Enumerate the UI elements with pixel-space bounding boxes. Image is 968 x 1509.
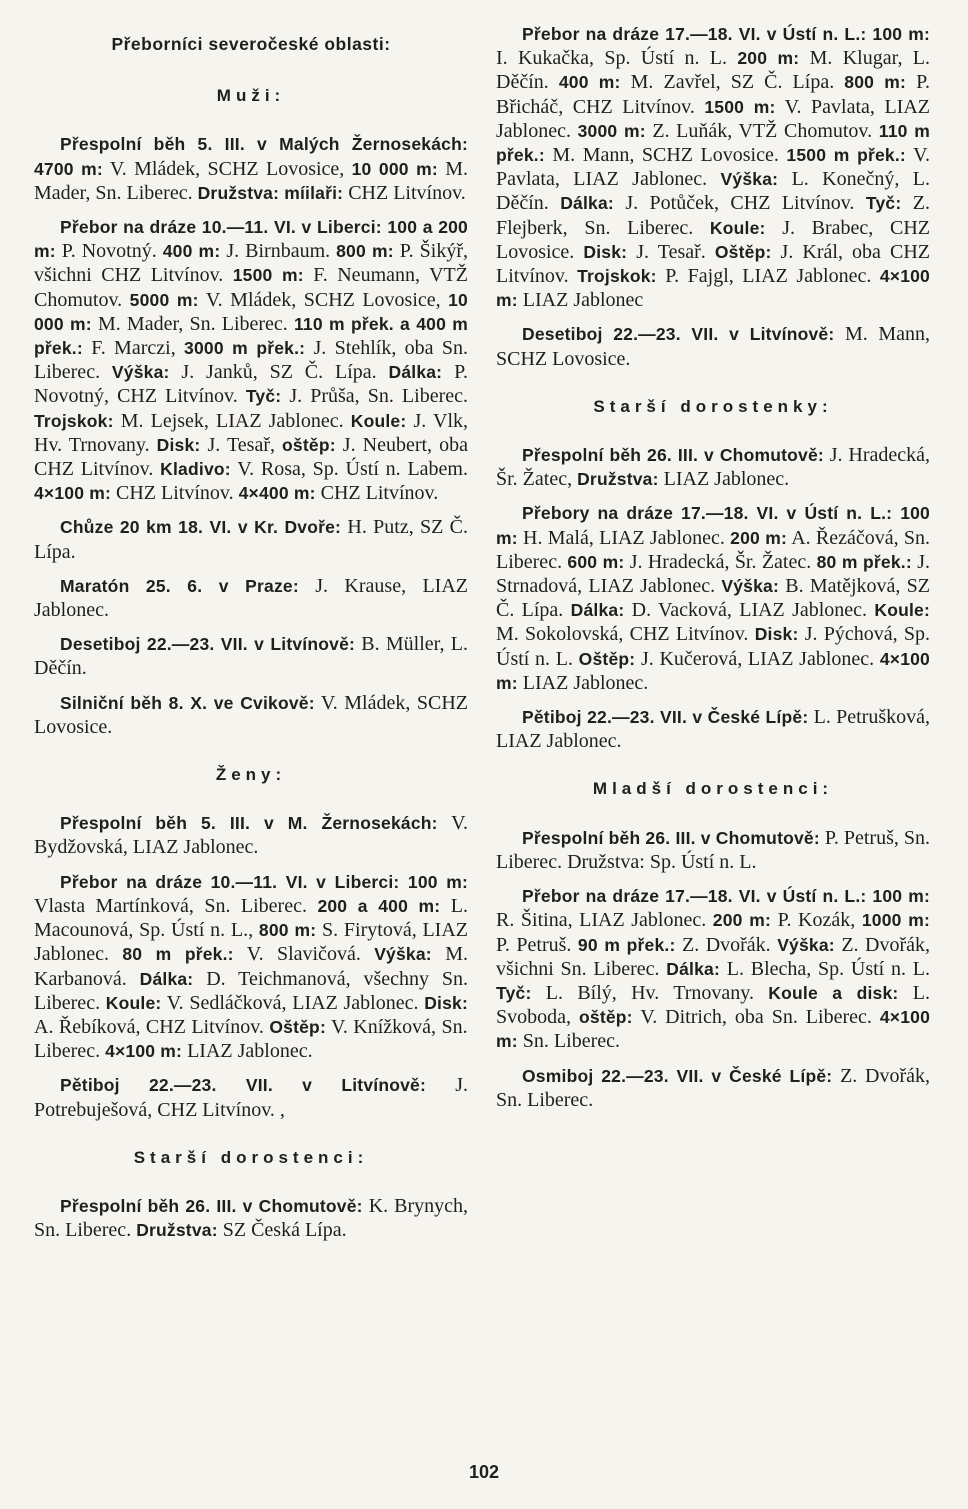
event-label: 4×100 m: [496, 1007, 931, 1052]
result-entry [34, 215, 468, 505]
result-text: P. Novotný, CHZ Litvínov. [34, 361, 468, 408]
event-label: 4×100 m: [105, 1041, 183, 1062]
event-label: 200 m: [737, 48, 800, 69]
result-text: P. Břicháč, CHZ Litvínov. [496, 71, 930, 118]
event-label: Přebor na dráze 10.—11. VI. v Liberci: 100 a 200 m: [34, 217, 468, 262]
event-label: Přespolní běh 5. III. v M. Žernosekách: [60, 813, 438, 834]
result-text: B. Müller, L. Děčín. [34, 633, 468, 680]
section-heading-men: Muži: [216, 86, 286, 106]
result-text: H. Malá, LIAZ Jablonec. [517, 526, 731, 549]
result-text: P. Šikýř, všichni CHZ Litvínov. [34, 240, 469, 287]
event-label: oštěp: [579, 1007, 633, 1028]
result-text: L. Macounová, Sp. Ústí n. L., [34, 894, 469, 942]
result-text: P. Fajgl, LIAZ Jablonec. [656, 265, 880, 288]
result-text: J. Tesař. [627, 240, 715, 263]
result-text: V. Bydžovská, LIAZ Jablonec. [34, 812, 468, 859]
result-text: P. Petruš, Sn. Liberec. Družstva: Sp. Ústí n. L. [496, 826, 931, 873]
result-text: J. Stehlík, oba Sn. Liberec. [34, 337, 468, 384]
event-label: Koule: [874, 600, 930, 621]
event-label: Družstva: míilaři: [197, 182, 344, 203]
event-label: 3000 m přek.: [184, 338, 306, 359]
event-label: 10 000 m: [34, 289, 468, 334]
event-label: 4×100 m: [496, 648, 930, 693]
younger-juniors-boys-results [496, 826, 930, 1112]
result-text: P. Petruš. [496, 933, 578, 956]
section-heading-younger-juniors-boys: Mladší dorostenci: [592, 779, 834, 799]
result-entry [496, 443, 930, 491]
event-label: Přespolní běh 26. III. v Chomutově: [522, 445, 824, 466]
event-label: 80 m přek.: [816, 551, 912, 572]
result-text: P. Novotný. [55, 240, 163, 263]
result-text: J. Janků, SZ Č. Lípa. [169, 361, 389, 384]
result-text: J. Neubert, oba CHZ Litvínov. [34, 433, 468, 481]
event-label: Koule a disk: [768, 982, 899, 1003]
men-results [34, 132, 468, 739]
result-text: L. Petrušková, LIAZ Jablonec. [496, 706, 931, 753]
result-text: K. Brynych, Sn. Liberec. [34, 1194, 469, 1242]
result-text: V. Rosa, Sp. Ústí n. Labem. [230, 458, 468, 481]
result-text: L. Blecha, Sp. Ústí n. L. [719, 957, 930, 980]
result-text: J. Pýchová, Sp. Ústí n. L. [496, 623, 930, 670]
section-heading-women: Ženy: [215, 765, 287, 785]
event-label: 400 m: [558, 72, 621, 93]
event-label: 600 m: [567, 551, 625, 572]
result-text: F. Neumann, VTŽ Chomutov. [34, 264, 468, 311]
result-text: J. Průša, Sn. Liberec. [281, 385, 468, 408]
event-label: Tyč: [496, 982, 532, 1003]
event-label: 800 m: [336, 241, 394, 262]
result-text: Z. Flejberk, Sn. Liberec. [496, 192, 930, 239]
result-text: J. Birnbaum. [220, 240, 337, 263]
event-label: Desetiboj 22.—23. VII. v Litvínově: [60, 634, 356, 655]
result-text: J. Hradecká, Šr. Žatec, [496, 444, 931, 491]
result-text: J. Potůček, CHZ Litvínov. [613, 192, 866, 215]
event-label: Disk: [754, 624, 799, 645]
result-text: A. Řezáčová, Sn. Liberec. [496, 526, 931, 573]
result-text: LIAZ Jablonec. [658, 468, 790, 491]
result-text: J. Král, oba CHZ Litvínov. [496, 240, 930, 288]
page-number: 102 [468, 1462, 500, 1482]
event-label: Pětiboj 22.—23. VII. v České Lípě: [522, 707, 809, 728]
result-text: J. Tesař, [200, 433, 283, 456]
result-text: V. Mládek, SCHZ Lovosice. [34, 691, 468, 738]
result-text: J. Kučerová, LIAZ Jablonec. [635, 647, 880, 670]
result-entry [34, 691, 468, 739]
event-label: 80 m přek.: [122, 944, 234, 965]
event-label: 200 a 400 m: [317, 895, 441, 916]
event-label: Disk: [583, 241, 628, 262]
women-results [34, 811, 468, 1121]
event-label: Přebory na dráze 17.—18. VI. v Ústí n. L.: 100 m: [496, 503, 930, 548]
result-entry [496, 705, 930, 753]
result-text: M. Mann, SCHZ Lovosice. [544, 144, 787, 167]
result-text: D. Vacková, LIAZ Jablonec. [624, 599, 875, 622]
result-text: S. Firytová, LIAZ Jablonec. [34, 919, 469, 966]
senior-juniors-boys-results [34, 1194, 468, 1242]
result-text: M. Mader, Sn. Liberec. [91, 312, 294, 335]
event-label: 4×400 m: [238, 483, 316, 504]
event-label: oštěp: [282, 434, 336, 455]
event-label: 90 m přek.: [577, 934, 676, 955]
event-label: Disk: [156, 434, 201, 455]
page-title: Přeborníci severočeské oblasti: [111, 34, 391, 54]
result-text: M. Zavřel, SZ Č. Lípa. [620, 71, 845, 94]
result-text: L. Svoboda, [496, 981, 930, 1029]
senior-juniors-boys-results-continued [496, 22, 930, 371]
event-label: Přespolní běh 26. III. v Chomutově: [60, 1195, 363, 1216]
result-entry [496, 884, 930, 1053]
result-text: J. Hradecká, Šr. Žatec. [624, 550, 817, 573]
event-label: Přespolní běh 26. III. v Chomutově: [522, 827, 820, 848]
result-text: CHZ Litvínov. [315, 482, 439, 505]
event-label: Dálka: [560, 193, 614, 214]
event-label: 200 m: [712, 910, 772, 931]
event-label: Trojskok: [577, 266, 657, 287]
result-text: J. Krause, LIAZ Jablonec. [34, 574, 468, 622]
event-label: 1500 m: [232, 265, 304, 286]
event-label: Trojskok: [34, 410, 114, 431]
result-text: LIAZ Jablonec. [517, 671, 649, 694]
event-label: Oštěp: [269, 1016, 326, 1037]
event-label: Tyč: [245, 386, 282, 407]
event-label: 10 000 m: [351, 158, 438, 179]
event-label: Výška: [720, 169, 779, 190]
event-label: 3000 m: [577, 120, 646, 141]
result-text: P. Kozák, [771, 909, 862, 932]
event-label: 800 m: [844, 72, 906, 93]
event-label: 800 m: [258, 920, 317, 941]
result-text: J. Potrebuješová, CHZ Litvínov. , [34, 1074, 468, 1121]
event-label: Družstva: [136, 1220, 218, 1241]
event-label: Maratón 25. 6. v Praze: [60, 575, 299, 596]
result-text: V. Pavlata, LIAZ Jablonec. [496, 144, 930, 191]
event-label: Výška: [111, 362, 170, 383]
event-label: Pětiboj 22.—23. VII. v Litvínově: [60, 1075, 426, 1096]
result-entry [496, 1064, 930, 1112]
event-label: Koule: [105, 992, 162, 1013]
event-label: Přespolní běh 5. III. v Malých Žernosekách: 4700 m: [34, 134, 468, 179]
senior-juniors-girls-results [496, 443, 930, 753]
result-text: Z. Luňák, VTŽ Chomutov. [645, 119, 879, 142]
event-label: Výška: [374, 944, 432, 965]
event-label: Desetiboj 22.—23. VII. v Litvínově: [522, 324, 835, 345]
result-entry [34, 515, 468, 563]
result-text: F. Marczi, [82, 337, 185, 360]
result-text: M. Mader, Sn. Liberec. [34, 157, 468, 204]
result-entry [34, 811, 468, 859]
result-text: V. Mládek, SCHZ Lovosice, [198, 288, 449, 311]
result-entry [34, 1073, 468, 1121]
result-text: V. Sedláčková, LIAZ Jablonec. [161, 991, 425, 1014]
result-text: H. Putz, SZ Č. Lípa. [34, 516, 468, 563]
event-label: Silniční běh 8. X. ve Cvikově: [60, 692, 315, 713]
event-label: Dálka: [139, 968, 194, 989]
event-label: Přebor na dráze 17.—18. VI. v Ústí n. L.: 100 m: [522, 886, 930, 907]
result-text: R. Šitina, LIAZ Jablonec. [496, 909, 713, 932]
result-text: M. Sokolovská, CHZ Litvínov. [496, 623, 755, 646]
event-label: 4×100 m: [496, 266, 930, 311]
event-label: Kladivo: [160, 459, 231, 480]
result-entry [496, 826, 930, 874]
result-text: J. Vlk, Hv. Trnovany. [34, 409, 469, 456]
result-entry [496, 322, 930, 370]
event-label: Oštěp: [714, 241, 772, 262]
event-label: 5000 m: [129, 289, 199, 310]
event-label: Chůze 20 km 18. VI. v Kr. Dvoře: [60, 517, 342, 538]
left-column [34, 22, 468, 1252]
event-label: Tyč: [865, 193, 902, 214]
result-text: J. Strnadová, LIAZ Jablonec. [496, 550, 930, 598]
event-label: Koule: [350, 410, 407, 431]
result-text: I. Kukačka, Sp. Ústí n. L. [496, 47, 738, 70]
result-text: LIAZ Jablonec. [182, 1040, 313, 1063]
result-text: CHZ Litvínov. [343, 181, 466, 204]
event-label: 4×100 m: [34, 483, 112, 504]
event-label: 1500 m: [704, 96, 776, 117]
event-label: Dálka: [388, 362, 443, 383]
result-entry [496, 22, 930, 312]
event-label: 200 m: [730, 527, 788, 548]
event-label: Dálka: [666, 958, 720, 979]
section-heading-senior-juniors-girls: Starší dorostenky: [593, 396, 833, 416]
result-text: L. Konečný, L. Děčín. [496, 168, 930, 215]
result-text: Z. Dvořák. [675, 933, 778, 956]
result-text: V. Knížková, Sn. Liberec. [34, 1015, 468, 1063]
result-text: Z. Dvořák, Sn. Liberec. [496, 1064, 930, 1111]
event-label: Výška: [721, 576, 780, 597]
result-text: M. Klugar, L. Děčín. [496, 47, 930, 94]
result-text: M. Lejsek, LIAZ Jablonec. [113, 409, 351, 432]
result-text: L. Bílý, Hv. Trnovany. [531, 981, 769, 1004]
event-label: Přebor na dráze 17.—18. VI. v Ústí n. L.: 100 m: [522, 24, 930, 44]
result-text: V. Slavičová. [233, 943, 375, 966]
event-label: 110 m přek. a 400 m přek.: [34, 313, 468, 359]
result-text: V. Pavlata, LIAZ Jablonec. [496, 95, 930, 142]
event-label: Družstva: [577, 469, 659, 490]
event-label: Dálka: [570, 600, 625, 621]
event-label: Výška: [777, 934, 835, 955]
result-text: LIAZ Jablonec [517, 289, 644, 312]
result-entry [34, 132, 468, 205]
result-entry [34, 870, 468, 1064]
result-text: A. Řebíková, CHZ Litvínov. [34, 1015, 270, 1038]
event-label: Koule: [709, 217, 766, 238]
result-text: Vlasta Martínková, Sn. Liberec. [34, 894, 318, 917]
result-entry [34, 632, 468, 680]
result-text: D. Teichmanová, všechny Sn. Liberec. [34, 967, 469, 1014]
event-label: 1000 m: [861, 910, 930, 931]
event-label: 110 m přek.: [496, 120, 930, 166]
event-label: 400 m: [162, 241, 221, 262]
result-text: V. Mládek, SCHZ Lovosice, [102, 157, 352, 180]
result-text: SZ Česká Lípa. [217, 1219, 347, 1242]
event-label: Oštěp: [578, 648, 636, 669]
result-text: V. Ditrich, oba Sn. Liberec. [632, 1006, 880, 1029]
result-text: M. Mann, SCHZ Lovosice. [496, 323, 930, 370]
right-column [496, 22, 930, 1122]
result-text: CHZ Litvínov. [111, 482, 239, 505]
event-label: Disk: [424, 992, 468, 1013]
event-label: Osmiboj 22.—23. VII. v České Lípě: [522, 1065, 833, 1086]
result-text: Sn. Liberec. [517, 1030, 620, 1053]
result-text: Z. Dvořák, všichni Sn. Liberec. [496, 933, 931, 980]
result-text: M. Karbanová. [34, 943, 468, 990]
result-entry [34, 574, 468, 622]
result-text: B. Matějková, SZ Č. Lípa. [496, 575, 930, 622]
event-label: 1500 m přek.: [786, 145, 906, 166]
result-entry [34, 1194, 468, 1242]
event-label: Přebor na dráze 10.—11. VI. v Liberci: 100 m: [60, 871, 468, 892]
section-heading-senior-juniors-boys: Starší dorostenci: [133, 1147, 369, 1167]
result-entry [496, 501, 930, 695]
result-text: J. Brabec, CHZ Lovosice. [496, 216, 930, 263]
